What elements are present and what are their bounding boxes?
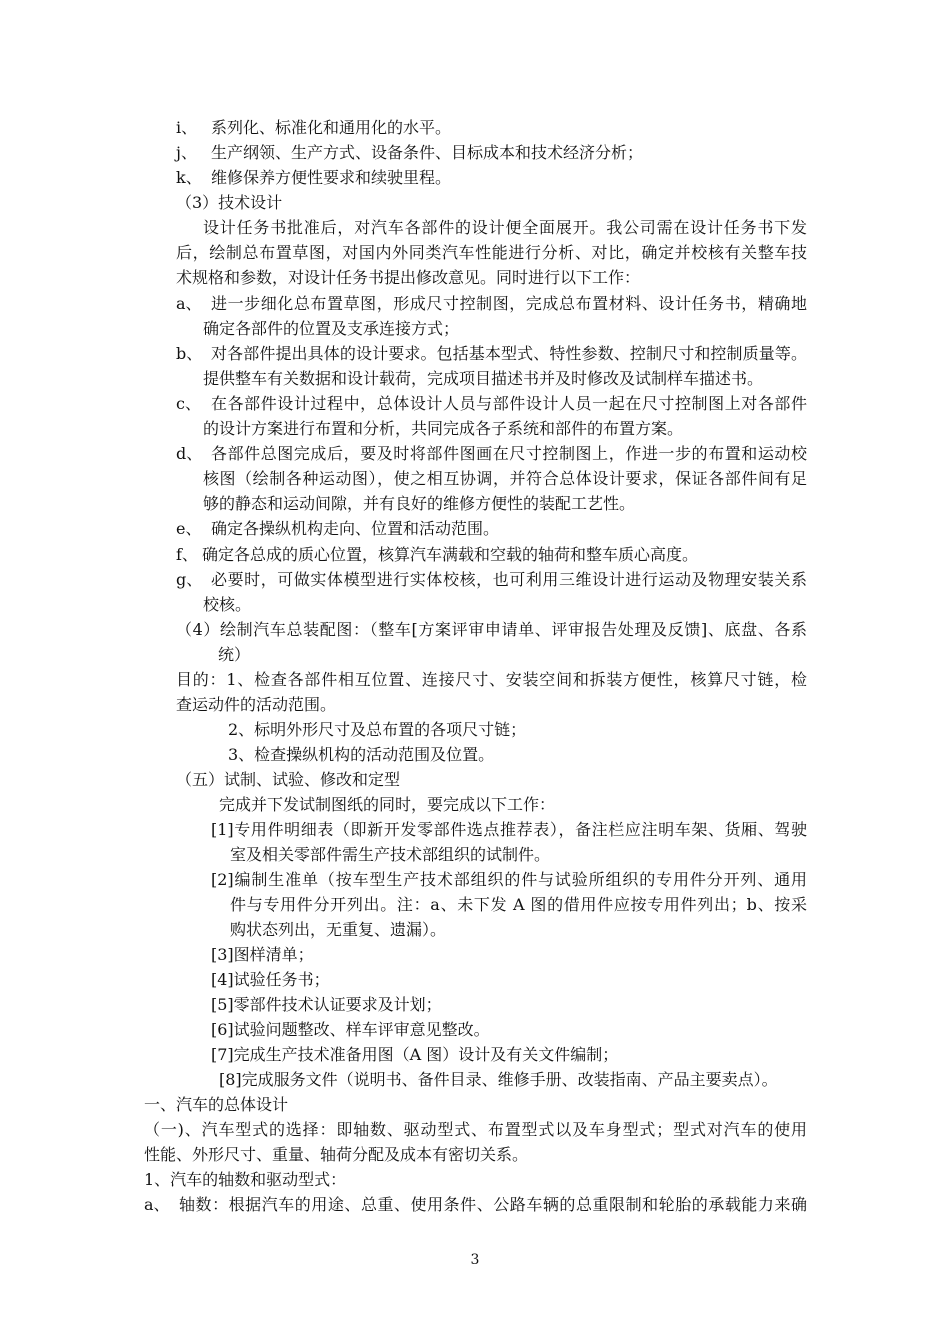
list-item-line: 必要时，可做实体模型进行实体校核，也可利用三维设计进行运动及物理安装关系 xyxy=(211,570,807,589)
paragraph-line: 设计任务书批准后，对汽车各部件的设计便全面展开。我公司需在设计任务书下发 xyxy=(203,218,807,237)
section-heading-tech-design: （3）技术设计 xyxy=(176,193,283,212)
list-item-line: 轴数：根据汽车的用途、总重、使用条件、公路车辆的总重限制和轮胎的承载能力来确 xyxy=(179,1195,807,1214)
page-number: 3 xyxy=(470,1252,480,1268)
trial-item-line: 室及相关零部件需生产技术部组织的试制件。 xyxy=(230,845,551,864)
list-marker-e: e、 xyxy=(176,519,202,538)
section-heading-assembly-cont: 统） xyxy=(218,645,251,664)
list-marker-k: k、 xyxy=(176,168,202,187)
list-item-line: 确定各总成的质心位置，核算汽车满载和空载的轴荷和整车质心高度。 xyxy=(202,545,699,564)
trial-item-line: [6]试验问题整改、样车评审意见整改。 xyxy=(211,1020,490,1039)
list-item-line: 对各部件提出具体的设计要求。包括基本型式、特性参数、控制尺寸和控制质量等。 xyxy=(211,344,807,363)
paragraph-line: 性能、外形尺寸、重量、轴荷分配及成本有密切关系。 xyxy=(144,1145,529,1164)
purpose-sub-item: 2、标明外形尺寸及总布置的各项尺寸链； xyxy=(228,720,527,739)
trial-item-line: [7]完成生产技术准备用图（A 图）设计及有关文件编制； xyxy=(211,1045,619,1064)
list-marker-f: f、 xyxy=(176,545,198,564)
trial-item-line: 购状态列出，无重复、遗漏）。 xyxy=(230,920,447,939)
trial-item-line: 件与专用件分开列出。注：a、未下发 A 图的借用件应按专用件列出；b、按采 xyxy=(230,895,807,914)
list-item-k: 维修保养方便性要求和续驶里程。 xyxy=(211,168,452,187)
sub-heading: 1、汽车的轴数和驱动型式： xyxy=(144,1170,347,1189)
list-item-line: 够的静态和运动间隙，并有良好的维修方便性的装配工艺性。 xyxy=(203,494,636,513)
trial-intro: 完成并下发试制图纸的同时，要完成以下工作： xyxy=(219,795,556,814)
list-item-line: 在各部件设计过程中，总体设计人员与部件设计人员一起在尺寸控制图上对各部件 xyxy=(211,394,807,413)
purpose-line: 查运动件的活动范围。 xyxy=(176,695,337,714)
list-item-line: 的设计方案进行布置和分析，共同完成各子系统和部件的布置方案。 xyxy=(203,419,684,438)
list-item-line: 确定各操纵机构走向、位置和活动范围。 xyxy=(211,519,500,538)
list-marker-i: i、 xyxy=(176,118,198,137)
trial-item-line: [5]零部件技术认证要求及计划； xyxy=(211,995,442,1014)
list-item-line: 进一步细化总布置草图，形成尺寸控制图，完成总布置材料、设计任务书，精确地 xyxy=(211,294,807,313)
list-item-i: 系列化、标准化和通用化的水平。 xyxy=(211,118,452,137)
list-item-line: 各部件总图完成后，要及时将部件图画在尺寸控制图上，作进一步的布置和运动校 xyxy=(211,444,807,463)
list-item-line: 提供整车有关数据和设计载荷，完成项目描述书并及时修改及试制样车描述书。 xyxy=(203,369,764,388)
trial-item-line: [4]试验任务书； xyxy=(211,970,330,989)
list-marker-c: c、 xyxy=(176,394,201,413)
chapter-heading: 一、汽车的总体设计 xyxy=(144,1095,289,1114)
list-item-j: 生产纲领、生产方式、设备条件、目标成本和技术经济分析； xyxy=(211,143,644,162)
section-heading-trial: （五）试制、试验、修改和定型 xyxy=(176,770,401,789)
list-item-line: 校核。 xyxy=(203,595,252,614)
list-marker-b: b、 xyxy=(176,344,203,363)
purpose-line: 目的：1、检查各部件相互位置、连接尺寸、安装空间和拆装方便性，核算尺寸链，检 xyxy=(176,670,807,689)
list-marker-a: a、 xyxy=(176,294,202,313)
paragraph-line: 后，绘制总布置草图，对国内外同类汽车性能进行分析、对比，确定并校核有关整车技 xyxy=(176,243,807,262)
trial-item-line: [2]编制生准单（按车型生产技术部组织的件与试验所组织的专用件分开列、通用 xyxy=(211,870,807,889)
trial-item-line: [3]图样清单； xyxy=(211,945,314,964)
list-marker-a: a、 xyxy=(144,1195,170,1214)
purpose-sub-item: 3、检查操纵机构的活动范围及位置。 xyxy=(228,745,495,764)
list-marker-d: d、 xyxy=(176,444,203,463)
paragraph-line: 术规格和参数，对设计任务书提出修改意见。同时进行以下工作： xyxy=(176,268,641,287)
trial-item-line: [8]完成服务文件（说明书、备件目录、维修手册、改装指南、产品主要卖点）。 xyxy=(219,1070,778,1089)
paragraph-line: （一)、汽车型式的选择：即轴数、驱动型式、布置型式以及车身型式；型式对汽车的使用 xyxy=(144,1120,807,1139)
list-marker-j: j、 xyxy=(176,143,197,162)
list-marker-g: g、 xyxy=(176,570,203,589)
list-item-line: 确定各部件的位置及支承连接方式； xyxy=(203,319,460,338)
section-heading-assembly: （4）绘制汽车总装配图：（整车[方案评审申请单、评审报告处理及反馈]、底盘、各系 xyxy=(176,620,807,639)
list-item-line: 核图（绘制各种运动图），使之相互协调，并符合总体设计要求，保证各部件间有足 xyxy=(203,469,807,488)
trial-item-line: [1]专用件明细表（即新开发零部件选点推荐表），备注栏应注明车架、货厢、驾驶 xyxy=(211,820,807,839)
